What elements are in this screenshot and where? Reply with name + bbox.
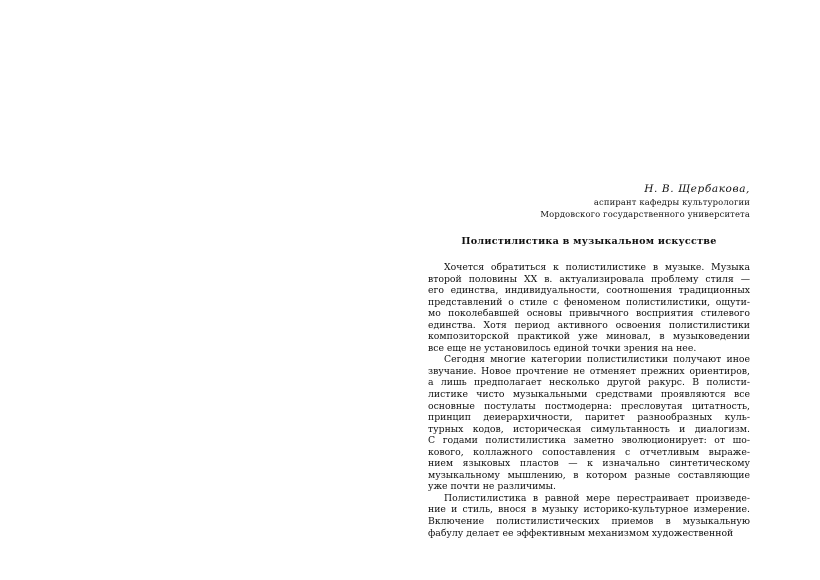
text-line: представлений о стиле с феноменом полистилистики, ощути- (428, 296, 750, 308)
text-line: Полистилистика в равной мере перестраивает произведе- (444, 492, 750, 504)
text-line: а лишь предполагает несколько другой ракурс. В полисти- (428, 377, 750, 389)
text-line: второй половины XX в. актуализировала проблему стиля — (428, 273, 750, 285)
text-line: нием языковых пластов — к изначально синтетическому (428, 458, 750, 470)
text-line: фабулу делает ее эффективным механизмом художественной (428, 527, 734, 539)
text-line: Включение полистилистических приемов в музыкальную (428, 516, 750, 528)
text-line: С годами полистилистика заметно эволюционирует: от шо- (428, 435, 750, 447)
text-line: ние и стиль, внося в музыку историко-культурное измерение. (428, 504, 750, 516)
text-line: композиторской практикой уже миновал, в музыковедении (428, 331, 750, 343)
text-line: его единства, индивидуальности, соотношения традиционных (428, 285, 750, 297)
author-affiliation: Мордовского государственного университета (540, 209, 750, 219)
text-line: музыкальному мышлению, в котором разные составляющие (428, 469, 750, 481)
author-position: аспирант кафедры культурологии (593, 197, 750, 207)
paragraph (428, 262, 750, 354)
text-line: звучание. Новое прочтение не отменяет прежних ориентиров, (428, 365, 750, 377)
text-line: листике чисто музыкальными средствами проявляются все (428, 389, 750, 401)
text-line: турных кодов, историческая симультанность и диалогизм. (428, 423, 750, 435)
text-line: принцип деиерархичности, паритет разнообразных куль- (428, 412, 750, 424)
author-name: Н. В. Щербакова, (644, 183, 750, 195)
text-line: Хочется обратиться к полистилистике в музыке. Музыка (444, 262, 750, 273)
text-line: кового, коллажного сопоставления с отчетливым выраже- (428, 446, 750, 458)
text-line: Сегодня многие категории полистилистики получают иное (444, 354, 750, 366)
text-line: уже почти не различимы. (428, 481, 556, 493)
article-title: Полистилистика в музыкальном искусстве (461, 236, 717, 247)
text-line: основные постулаты постмодерна: пресловутая цитатность, (428, 400, 750, 412)
paragraph (428, 354, 750, 493)
text-column (428, 182, 750, 539)
text-line: все еще не установилось единой точки зрения на нее. (428, 342, 697, 354)
article-body (428, 262, 750, 539)
text-line: мо поколебавшей основы привычного восприятия стилевого (428, 308, 750, 320)
paragraph (428, 493, 750, 539)
text-line: единства. Хотя период активного освоения полистилистики (428, 319, 750, 331)
author-block (428, 182, 750, 220)
